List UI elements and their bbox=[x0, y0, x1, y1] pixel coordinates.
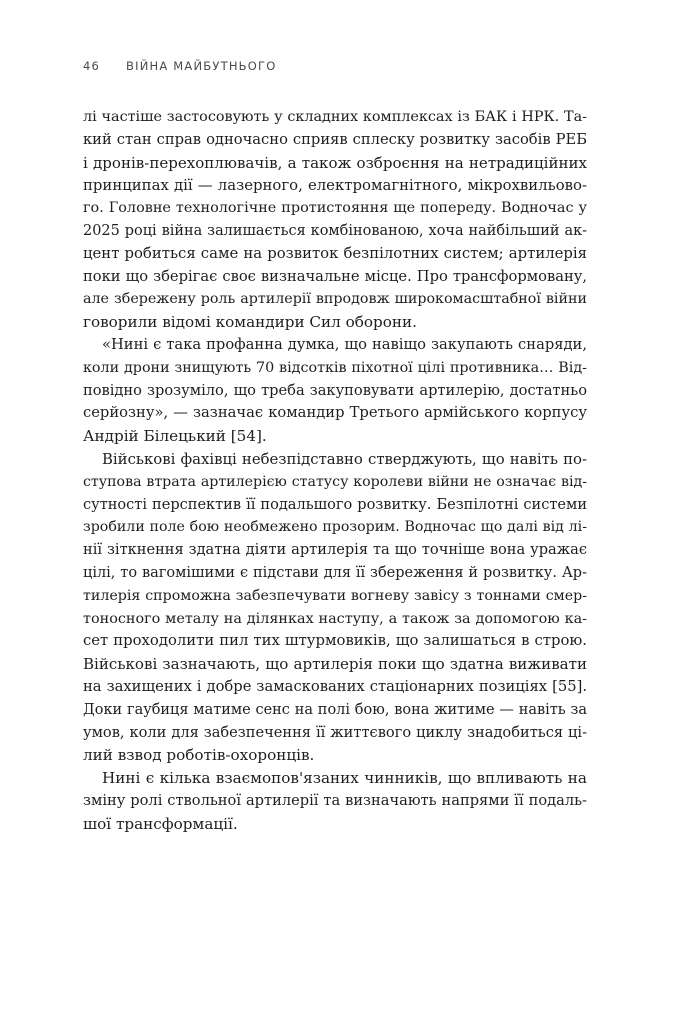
text-line: сет проходолити пил тих штурмовиків, що залишаться в строю. bbox=[83, 632, 587, 650]
text-line: поки що зберігає своє визначальне місце. Про трансформовану, bbox=[83, 267, 587, 285]
text-line: на захищених і добре замаскованих стаціонарних позиціях [55]. bbox=[83, 677, 587, 695]
text-line: кий стан справ одночасно сприяв сплеску розвитку засобів РЕБ bbox=[83, 130, 587, 148]
text-line: Військові фахівці небезпідставно стверджують, що навіть по- bbox=[102, 449, 587, 468]
text-line: зробили поле бою необмежено прозорим. Водночас що далі від лі- bbox=[83, 519, 587, 536]
paragraph-4 bbox=[83, 767, 587, 835]
page-number: 46 bbox=[83, 59, 101, 73]
text-line: сутності перспектив її подальшого розвитку. Безпілотні системи bbox=[83, 496, 587, 513]
text-line: принципах дії — лазерного, електромагнітного, мікрохвильово- bbox=[83, 176, 587, 195]
text-line: Доки гаубиця матиме сенс на полі бою, вона житиме — навіть за bbox=[83, 701, 587, 718]
text-line: 2025 році війна залишається комбінованою, хоча найбільший ак- bbox=[83, 222, 587, 239]
running-header bbox=[83, 57, 276, 75]
text-line: цілі, то вагомішими є підстави для її збереження й розвитку. Ар- bbox=[83, 564, 587, 581]
text-line: але збережену роль артилерії впродовж широкомасштабної війни bbox=[83, 291, 587, 308]
text-line: нії зіткнення здатна діяти артилерія та що точніше вона уражає bbox=[83, 541, 587, 559]
paragraph-2 bbox=[83, 334, 587, 448]
text-line: умов, коли для забезпечення її життєвого циклу знадобиться ці- bbox=[83, 723, 587, 741]
book-title: ВІЙНА МАЙБУТНЬОГО bbox=[126, 59, 277, 73]
text-line: тилерія спроможна забезпечувати вогневу завісу з тоннами смер- bbox=[83, 587, 587, 604]
text-line: «Нині є така профанна думка, що навіщо закупають снаряди, bbox=[102, 335, 587, 353]
text-line: Нині є кілька взаємопов'язаних чинників, що впливають на bbox=[102, 769, 587, 788]
text-line: повідно зрозуміло, що треба закуповувати артилерію, достатньо bbox=[83, 381, 587, 399]
text-line: зміну ролі ствольної артилерії та визначають напрями її подаль- bbox=[83, 791, 587, 809]
text-line: тоносного металу на ділянках наступу, а також за допомогою ка- bbox=[83, 610, 587, 627]
paragraph-3 bbox=[83, 448, 587, 767]
text-line: серйозну», — зазначає командир Третього армійського корпусу bbox=[83, 404, 587, 422]
text-line: і дронів-перехоплювачів, а також озброєння на нетрадиційних bbox=[83, 153, 587, 172]
body-text bbox=[83, 106, 587, 836]
text-line: Андрій Білецький [54]. bbox=[83, 427, 267, 446]
text-line: лі частіше застосовують у складних комплексах із БАК і НРК. Та- bbox=[83, 109, 587, 125]
text-line: лий взвод роботів-охоронців. bbox=[83, 746, 315, 765]
text-line: шої трансформації. bbox=[83, 814, 238, 833]
text-line: говорили відомі командири Сил оборони. bbox=[83, 313, 417, 332]
text-line: коли дрони знищують 70 відсотків піхотної цілі противника… Від- bbox=[83, 359, 587, 376]
text-line: Військові зазначають, що артилерія поки що здатна виживати bbox=[83, 655, 587, 674]
text-line: го. Головне технологічне протистояння ще попереду. Водночас у bbox=[83, 200, 587, 217]
paragraph-1 bbox=[83, 106, 587, 334]
text-line: цент робиться саме на розвиток безпілотних систем; артилерія bbox=[83, 244, 587, 262]
text-line: ступова втрата артилерією статусу королеви війни не означає від- bbox=[83, 473, 587, 490]
